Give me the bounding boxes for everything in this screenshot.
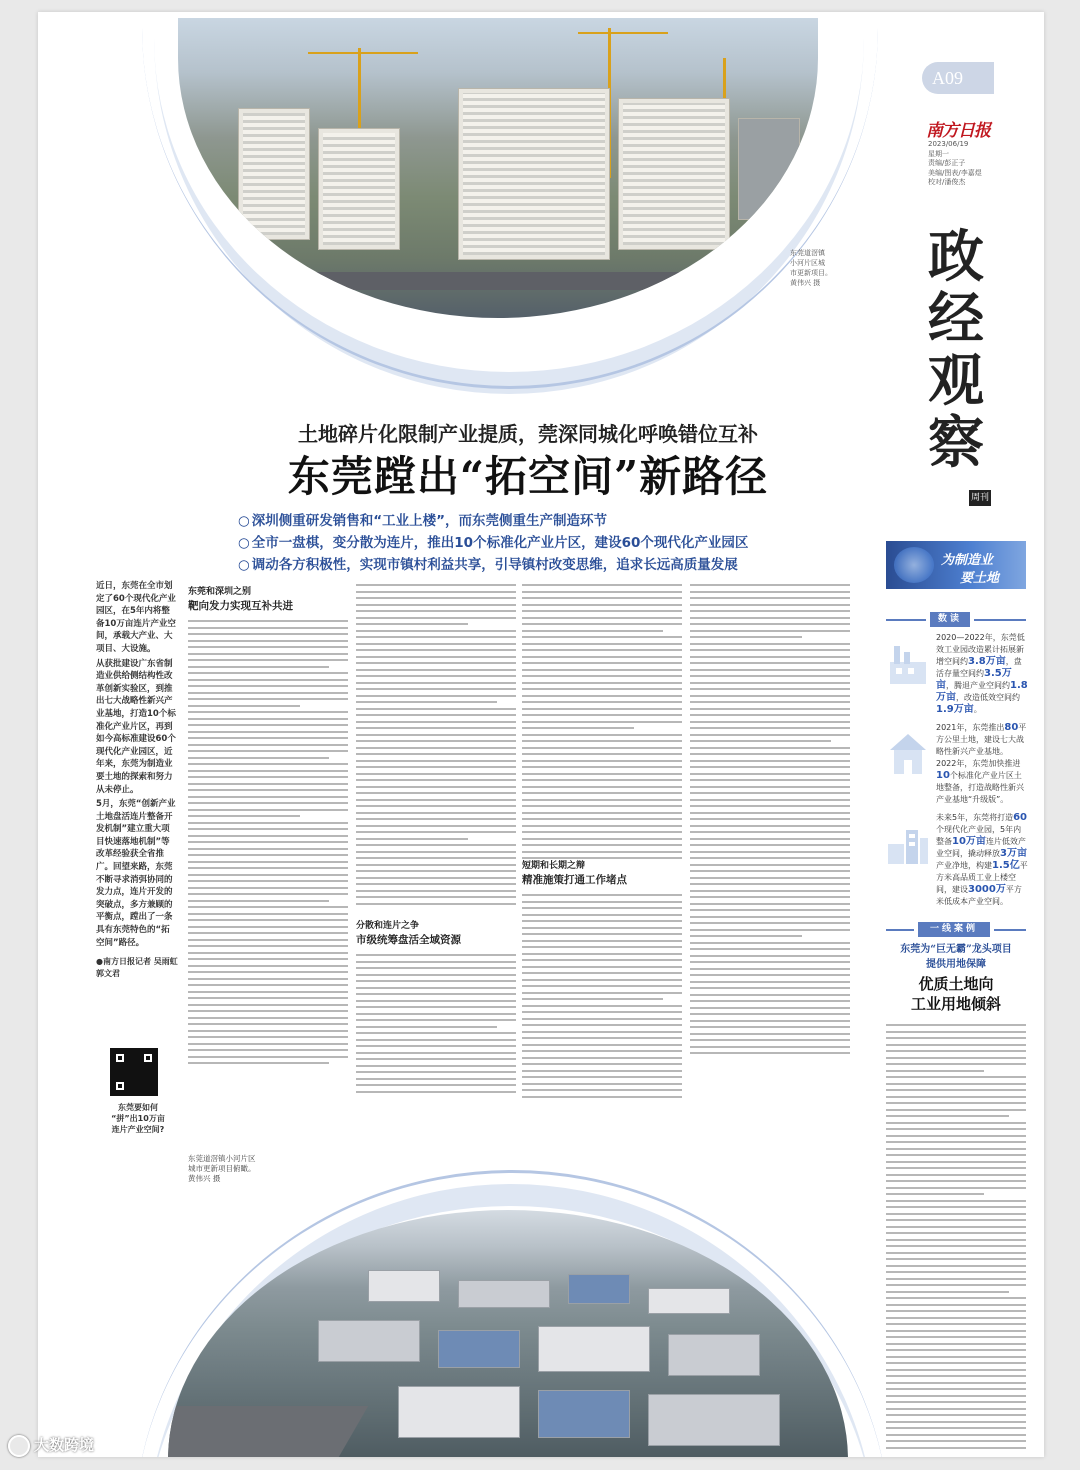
industrial-park-icon xyxy=(886,816,930,868)
page-number: A09 xyxy=(922,62,994,94)
rooftop xyxy=(318,1320,420,1362)
qr-code[interactable] xyxy=(110,1048,158,1096)
section-heading: 东莞和深圳之别 靶向发力实现互补共进 xyxy=(188,587,293,612)
newspaper-page xyxy=(38,12,1044,1457)
section-heading: 短期和长期之辩 精准施策打通工作堵点 xyxy=(522,861,627,886)
rooftop xyxy=(538,1390,630,1438)
rooftop xyxy=(438,1330,520,1368)
issue-meta: 2023/06/19 星期一 责编/彭正子 美编/图表/李嘉煜 校对/潘俊杰 xyxy=(928,140,982,186)
top-photo-caption: 东莞道滘镇 小河片区城 市更新项目。 黄伟兴 摄 xyxy=(790,249,832,287)
article-key-points xyxy=(238,510,858,576)
divider xyxy=(886,929,914,931)
rooftop xyxy=(668,1334,760,1376)
rooftop xyxy=(398,1386,520,1438)
key-point: ○ 调动各方积极性，实现市镇村利益共享，引导镇村改变思维，追求长远高质量发展 xyxy=(238,554,858,576)
rooftop xyxy=(568,1274,630,1304)
case-tag: 一线案例 xyxy=(918,922,990,937)
rooftop xyxy=(648,1288,730,1314)
rooftop xyxy=(368,1270,440,1302)
highway xyxy=(168,1406,368,1457)
section-title: 政 经 观 察 xyxy=(928,224,984,476)
article-headline: 东莞蹚出“拓空间”新路径 xyxy=(287,452,769,501)
case-title: 优质土地向 工业用地倾斜 xyxy=(910,975,1001,1013)
byline: ●南方日报记者 吴雨虹 郭文君 xyxy=(96,957,178,978)
body-text-col-1 xyxy=(188,620,348,1069)
case-body-text xyxy=(886,1024,1026,1453)
data-item: 未来5年，东莞将打造60个现代化产业园，5年内整备10万亩连片低效产业空间，撬动释放3万亩产业净地，构建1.5亿平方米高品质工业上楼空间，建设3000万平方米低成本产业空间。 xyxy=(886,812,1026,912)
decorative-arc xyxy=(142,12,878,389)
divider xyxy=(994,929,1026,931)
watermark-logo-icon xyxy=(8,1435,30,1457)
rooftop xyxy=(538,1326,650,1372)
body-text-col-2b xyxy=(356,954,516,1097)
bottom-photo-caption: 东莞道滘镇小河片区 城市更新项目俯瞰。 黄伟兴 摄 xyxy=(188,1154,256,1183)
data-item: 2021年，东莞推出80平方公里土地，建设七大战略性新兴产业基地。2022年，东莞加快推进10个标准化产业片区土地整备，打造战略性新兴产业基地“升级版”。 xyxy=(886,722,1026,802)
key-point: ○ 全市一盘棋，变分散为连片，推出10个标准化产业片区，建设60个现代化产业园区 xyxy=(238,532,858,554)
case-kicker: 东莞为“巨无霸”龙头项目 提供用地保障 xyxy=(900,944,1012,970)
qr-caption: 东莞要如何 “拼”出10万亩 连片产业空间? xyxy=(111,1103,165,1134)
watermark: 大数跨境 xyxy=(8,1434,94,1457)
key-point: ○ 深圳侧重研发销售和“工业上楼”，而东莞侧重生产制造环节 xyxy=(238,510,858,532)
sidebar-banner: 为制造业 要土地 xyxy=(886,541,1026,589)
section-heading: 分散和连片之争 市级统筹盘活全域资源 xyxy=(356,921,461,946)
body-text-col-2 xyxy=(356,584,516,909)
paper-logo: 南方日报 xyxy=(926,121,990,141)
body-text-col-3 xyxy=(522,584,682,864)
rooftop xyxy=(648,1394,780,1446)
house-icon xyxy=(886,726,930,778)
data-tag: 数读 xyxy=(930,612,970,627)
body-text-col-3b xyxy=(522,894,682,1102)
divider xyxy=(974,619,1026,621)
factory-icon xyxy=(886,636,930,688)
weekly-tag: 周刊 xyxy=(969,490,991,506)
data-item: 2020—2022年，东莞低效工业园改造累计拓展新增空间约3.8万亩，盘活存量空间约3.5万亩，腾退产业空间约1.8万亩，改造低效空间约1.9万亩。 xyxy=(886,632,1026,712)
body-text-col-4 xyxy=(690,584,850,1059)
article-lead: 近日，东莞在全市划定了60个现代化产业园区，在5年内将整备10万亩连片产业空间，承载大产业、大项目、大设施。 从获批建设广东省制造业供给侧结构性改革创新实验区，到推出七大战略性新兴产业基地，打造10个标准化产业片区，再到如今高标准建设60个现代化产业园区，近年来，东莞为制造业要土地的探索和努力从未停止。 5月，东莞“创新产业土地盘活连片整备开发机制”建立重大项目快速落地机制”等改革经验获全省推广。回望来路，东莞不断寻求消弭协同的发力点，连片开发的突破点，多方兼顾的平衡点，蹚出了一条具有东莞特色的“拓空间”路径。 xyxy=(96,581,176,948)
article-kicker: 土地碎片化限制产业提质，莞深同城化呼唤错位互补 xyxy=(298,422,758,446)
divider xyxy=(886,619,926,621)
rooftop xyxy=(458,1280,550,1308)
